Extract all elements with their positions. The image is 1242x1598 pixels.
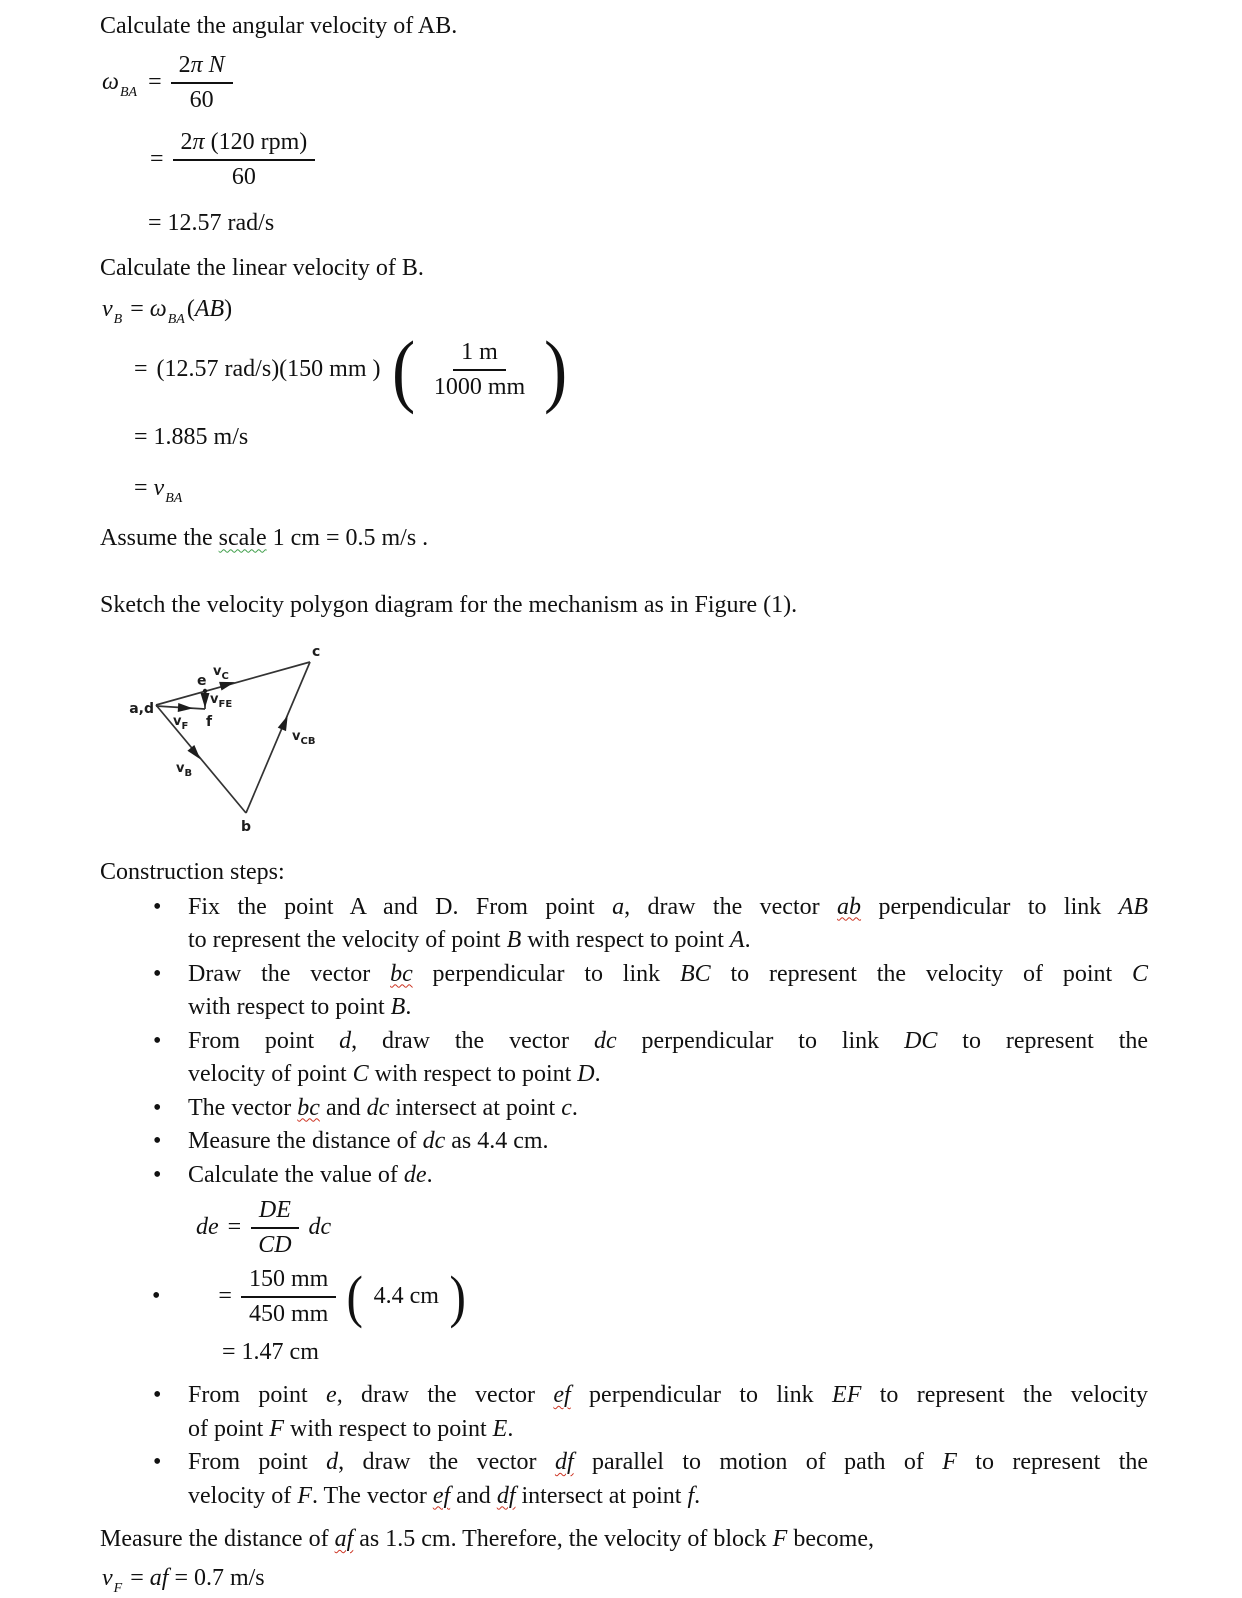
point-label-b: b <box>241 818 252 835</box>
text-run: F <box>942 1449 957 1476</box>
construction-step <box>188 1092 1148 1126</box>
text-run: dc <box>366 1094 390 1121</box>
text-run: From point <box>188 1027 340 1054</box>
equation-omega-substituted <box>150 128 315 191</box>
equation-de-substituted-bullet: • = $\frac{150 mm}{450 mm}$ ( 4.4 cm ) <box>152 1264 466 1330</box>
step-line <box>188 1025 1148 1059</box>
equation-de-result: = 1.47 cm <box>222 1339 319 1366</box>
text-run: velocity of point <box>188 1061 353 1088</box>
equation-vb-definition: $v_B = \omega_{BA}(AB)$ <box>102 296 233 327</box>
text-run: perpendicular to link <box>570 1382 833 1409</box>
equation-omega-definition <box>102 51 233 114</box>
text-run: Draw the vector <box>188 960 391 987</box>
text-run: a <box>612 893 625 920</box>
line-measure-af <box>100 1523 1242 1556</box>
spellcheck-word: scale <box>218 524 267 551</box>
fraction: $\frac{\text{2π N}}{60}$ <box>171 51 233 114</box>
text-run: dc <box>593 1027 617 1054</box>
step-line <box>188 958 1148 992</box>
text-run: perpendicular to link <box>412 960 680 987</box>
equals-sign: = <box>134 356 148 383</box>
step-line <box>188 1058 1148 1092</box>
text-run: with respect to point <box>188 994 391 1021</box>
construction-step <box>188 891 1148 958</box>
text-run: D <box>577 1061 595 1088</box>
close-paren: ) <box>544 324 568 415</box>
text-run: as 4.4 cm. <box>445 1128 549 1155</box>
text-run: with respect to point <box>368 1061 578 1088</box>
text-run: The vector <box>188 1094 298 1121</box>
arrowhead-vfe <box>201 693 210 708</box>
text-run: F <box>772 1526 788 1553</box>
fraction: $\frac{150 mm}{450 mm}$ <box>241 1265 336 1328</box>
construction-step <box>188 1125 1148 1159</box>
text-run: perpendicular to link <box>861 893 1119 920</box>
text-run: to represent the velocity of point <box>188 927 507 954</box>
text-run: d <box>326 1449 339 1476</box>
vector-label-vc: $v_C$ <box>213 663 229 682</box>
step-line <box>188 1092 1148 1126</box>
text-run: with respect to point <box>284 1415 493 1442</box>
step-line <box>188 991 1148 1025</box>
fraction: $\frac{1 m}{1000 mm}$ <box>433 339 526 401</box>
close-paren: ) <box>449 1264 466 1330</box>
construction-steps-list-a <box>100 891 1242 1193</box>
text-run: Measure the distance of <box>100 1526 335 1553</box>
step-line <box>188 924 1148 958</box>
text-run: ef <box>432 1482 451 1509</box>
line-sketch-polygon: Sketch the velocity polygon diagram for the mechanism as in Figure (1). <box>100 591 798 618</box>
text-run: F <box>269 1415 284 1442</box>
text-run: with respect to point <box>521 927 730 954</box>
line-assume-scale: Assume the scale 1 cm = 0.5 m/s . <box>100 524 429 551</box>
text-run: . <box>571 1094 578 1121</box>
vector-label-vb: $v_B$ <box>176 760 193 779</box>
text-run: BC <box>679 960 711 987</box>
equals-sign: = <box>150 146 164 172</box>
text-run: Calculate the value of <box>188 1161 404 1188</box>
text-run: de <box>403 1161 427 1188</box>
step-line <box>188 1125 1148 1159</box>
text-run: ef <box>553 1382 571 1409</box>
text-run: Fix the point A and D. From point <box>188 893 613 920</box>
equation-vba: = $v_{BA}$ <box>134 474 183 506</box>
equation-vb-result: = 1.885 m/s <box>134 423 249 450</box>
construction-step <box>188 1159 1148 1193</box>
step-line <box>188 1159 1148 1193</box>
text-run: Measure the distance of <box>188 1128 423 1155</box>
text-run: E <box>492 1415 508 1442</box>
equation-omega-result: = 12.57 rad/s <box>148 210 275 236</box>
text-run: A <box>729 927 745 954</box>
construction-step <box>188 1379 1148 1446</box>
text-run: and <box>450 1482 497 1509</box>
text-run: EF <box>832 1382 862 1409</box>
text-run: become, <box>787 1526 874 1553</box>
equals-sign: = <box>148 69 162 95</box>
text-run: . <box>694 1482 701 1509</box>
text-run: perpendicular to link <box>616 1027 905 1054</box>
text-run: df <box>496 1482 516 1509</box>
text-run: . <box>426 1161 433 1188</box>
text-run: , draw the vector <box>351 1027 594 1054</box>
vector-label-vfe: $v_{FE}$ <box>210 691 233 710</box>
text-run: d <box>339 1027 352 1054</box>
text-run: intersect at point <box>515 1482 688 1509</box>
text-run: . The vector <box>311 1482 433 1509</box>
vector-label-vcb: $v_{CB}$ <box>292 728 316 747</box>
text-run: of point <box>188 1415 270 1442</box>
text-run: , draw the vector <box>338 1449 555 1476</box>
open-paren: ( <box>346 1264 364 1330</box>
vector-ac-line <box>156 662 310 705</box>
text-run: velocity of <box>188 1482 298 1509</box>
arrowhead-vcb <box>278 713 292 730</box>
text-run: ab <box>837 893 862 920</box>
point-label-ad: a,d <box>129 700 154 717</box>
text-run: parallel to motion of path of <box>573 1449 943 1476</box>
construction-step <box>188 1446 1148 1513</box>
velocity-polygon-figure <box>106 628 1242 846</box>
equation-de-definition: de = $\frac{DE}{CD}$ dc <box>196 1197 332 1259</box>
text-run: c <box>561 1094 572 1121</box>
text-run: From point <box>188 1382 327 1409</box>
step-line <box>188 1379 1148 1413</box>
text-run: intersect at point <box>389 1094 562 1121</box>
step-line <box>188 1480 1148 1514</box>
equals-sign: = <box>218 1283 232 1310</box>
text-run: C <box>1132 960 1149 987</box>
text-run: df <box>554 1449 574 1476</box>
open-paren: ( <box>391 324 415 415</box>
point-label-c: c <box>312 643 321 660</box>
text-run: , draw the vector <box>624 893 838 920</box>
text-run: as 1.5 cm. Therefore, the velocity of block <box>353 1526 773 1553</box>
text-run: bc <box>297 1094 320 1121</box>
point-e-dot <box>203 688 207 692</box>
equation-factors: (12.57 rad/s)(150 mm ) <box>156 356 381 383</box>
text-run: . <box>507 1415 514 1442</box>
fraction: $\frac{DE}{CD}$ <box>250 1196 299 1259</box>
arrowhead-vf <box>178 703 194 713</box>
construction-steps-list-b <box>100 1379 1242 1513</box>
text-run: AB <box>1118 893 1149 920</box>
text-run: . <box>744 927 751 954</box>
line-calc-angular-velocity: Calculate the angular velocity of AB. <box>100 13 458 39</box>
text-run: . <box>405 994 412 1021</box>
equals-sign: = <box>227 1214 242 1241</box>
fraction: $\frac{\text{2π (120 rpm)}}{60}$ <box>173 128 316 191</box>
bullet-marker: • <box>152 1283 161 1310</box>
text-run: B <box>390 994 406 1021</box>
construction-step <box>188 958 1148 1025</box>
step-line <box>188 891 1148 925</box>
text-run: to represent the velocity of point <box>710 960 1132 987</box>
equation-vb-substituted <box>134 324 569 415</box>
text-run: B <box>506 927 522 954</box>
line-calc-linear-velocity: Calculate the linear velocity of B. <box>100 255 424 281</box>
equation-vf-result: $v_F$ = af = 0.7 m/s <box>102 1565 265 1597</box>
text-run: bc <box>390 960 413 987</box>
text-run: From point <box>188 1449 327 1476</box>
construction-step <box>188 1025 1148 1092</box>
point-label-e: e <box>197 672 207 689</box>
text-run: C <box>352 1061 369 1088</box>
text-run: af <box>334 1526 354 1553</box>
vector-label-vf: $v_F$ <box>173 713 189 732</box>
text-run: dc <box>422 1128 446 1155</box>
step-line <box>188 1413 1148 1447</box>
step-line <box>188 1446 1148 1480</box>
point-label-f: f <box>206 713 213 730</box>
text-run: and <box>319 1094 367 1121</box>
text-run: f <box>687 1482 695 1509</box>
text-run: to represent the velocity <box>861 1382 1149 1409</box>
velocity-polygon-svg <box>106 628 376 841</box>
text-run: F <box>297 1482 312 1509</box>
text-run: e <box>326 1382 337 1409</box>
text-run: to represent the <box>956 1449 1149 1476</box>
text-run: , draw the vector <box>336 1382 554 1409</box>
construction-steps-heading: Construction steps: <box>100 858 285 885</box>
text-run: . <box>594 1061 601 1088</box>
equation-lhs: $\omega_{BA}$ <box>102 69 138 100</box>
text-run: DC <box>904 1027 938 1054</box>
vector-ab-line <box>156 705 246 813</box>
text-run: to represent the <box>937 1027 1149 1054</box>
